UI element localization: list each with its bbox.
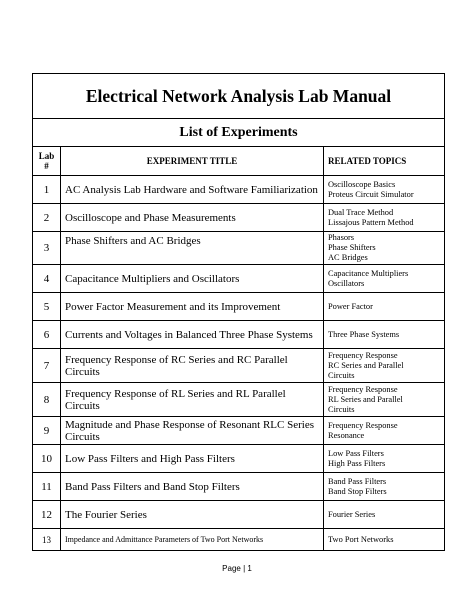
topic-line: Oscilloscope Basics [328, 179, 396, 189]
related-topics [324, 293, 445, 321]
experiment-title: Capacitance Multipliers and Oscillators [61, 265, 324, 293]
lab-number: 8 [33, 383, 61, 417]
related-topics [324, 349, 445, 383]
page-footer: Page | 1 [222, 564, 252, 573]
topic-line: Two Port Networks [328, 534, 394, 544]
topic-line: Phasors [328, 233, 355, 242]
table-row [33, 473, 445, 501]
topic-line: High Pass Filters [328, 458, 386, 468]
related-topics [324, 529, 445, 551]
topic-line: Oscillators [328, 278, 365, 288]
topic-line: Dual Trace Method [328, 207, 394, 217]
lab-number: 7 [33, 349, 61, 383]
experiments-table [32, 73, 445, 551]
table-header-row [33, 147, 445, 176]
topic-line: Band Stop Filters [328, 486, 387, 496]
lab-number: 4 [33, 265, 61, 293]
experiment-title: Frequency Response of RC Series and RC Parallel Circuits [61, 349, 324, 383]
topic-line: Frequency Response [328, 420, 398, 430]
experiment-title: Currents and Voltages in Balanced Three Phase Systems [61, 321, 324, 349]
table-row [33, 176, 445, 204]
topic-line: Circuits [328, 370, 355, 380]
related-topics [324, 321, 445, 349]
topic-line: Frequency Response [328, 350, 398, 360]
topic-line: Power Factor [328, 301, 373, 311]
topic-line: Lissajous Pattern Method [328, 217, 414, 227]
document-title: Electrical Network Analysis Lab Manual [33, 74, 445, 119]
table-body [33, 176, 445, 551]
topic-line: Three Phase Systems [328, 329, 400, 339]
related-topics [324, 417, 445, 445]
lab-number: 10 [33, 445, 61, 473]
table-row [33, 349, 445, 383]
related-topics [324, 473, 445, 501]
table-row [33, 417, 445, 445]
related-topics [324, 445, 445, 473]
document-subtitle: List of Experiments [33, 119, 445, 147]
experiment-title: Band Pass Filters and Band Stop Filters [61, 473, 324, 501]
related-topics [324, 232, 445, 265]
header-title: EXPERIMENT TITLE [61, 147, 324, 176]
experiment-title: Impedance and Admittance Parameters of Two Port Networks [61, 529, 324, 551]
lab-number: 9 [33, 417, 61, 445]
experiment-title: Magnitude and Phase Response of Resonant RLC Series Circuits [61, 417, 324, 445]
topic-line: RL Series and Parallel [328, 394, 403, 404]
topic-line: Phase Shifters [328, 243, 376, 252]
table-row [33, 321, 445, 349]
table-row [33, 204, 445, 232]
table-row [33, 501, 445, 529]
lab-number: 6 [33, 321, 61, 349]
table-row [33, 383, 445, 417]
topic-line: Circuits [328, 404, 355, 414]
lab-number: 5 [33, 293, 61, 321]
related-topics [324, 501, 445, 529]
topic-line: Band Pass Filters [328, 476, 387, 486]
table-row [33, 293, 445, 321]
lab-number: 1 [33, 176, 61, 204]
topic-line: Fourier Series [328, 509, 376, 519]
lab-number: 13 [33, 529, 61, 551]
topic-line: Capacitance Multipliers [328, 268, 409, 278]
header-lab: Lab # [33, 147, 61, 176]
topic-line: Resonance [328, 430, 365, 440]
table-row [33, 529, 445, 551]
table-row [33, 265, 445, 293]
experiment-title: Power Factor Measurement and its Improvement [61, 293, 324, 321]
topic-line: RC Series and Parallel [328, 360, 404, 370]
related-topics [324, 383, 445, 417]
experiment-title: Oscilloscope and Phase Measurements [61, 204, 324, 232]
lab-number: 11 [33, 473, 61, 501]
topic-line: Proteus Circuit Simulator [328, 189, 414, 199]
related-topics [324, 176, 445, 204]
related-topics [324, 265, 445, 293]
experiment-title: Phase Shifters and AC Bridges [61, 232, 324, 265]
experiment-title: The Fourier Series [61, 501, 324, 529]
table-row [33, 445, 445, 473]
header-topics: RELATED TOPICS [324, 147, 445, 176]
topic-line: Frequency Response [328, 384, 398, 394]
lab-number: 3 [33, 232, 61, 265]
experiment-title: AC Analysis Lab Hardware and Software Familiarization [61, 176, 324, 204]
lab-number: 12 [33, 501, 61, 529]
topic-line: AC Bridges [328, 253, 368, 262]
lab-number: 2 [33, 204, 61, 232]
experiment-title: Frequency Response of RL Series and RL Parallel Circuits [61, 383, 324, 417]
related-topics [324, 204, 445, 232]
topic-line: Low Pass Filters [328, 448, 384, 458]
table-row [33, 232, 445, 265]
experiment-title: Low Pass Filters and High Pass Filters [61, 445, 324, 473]
